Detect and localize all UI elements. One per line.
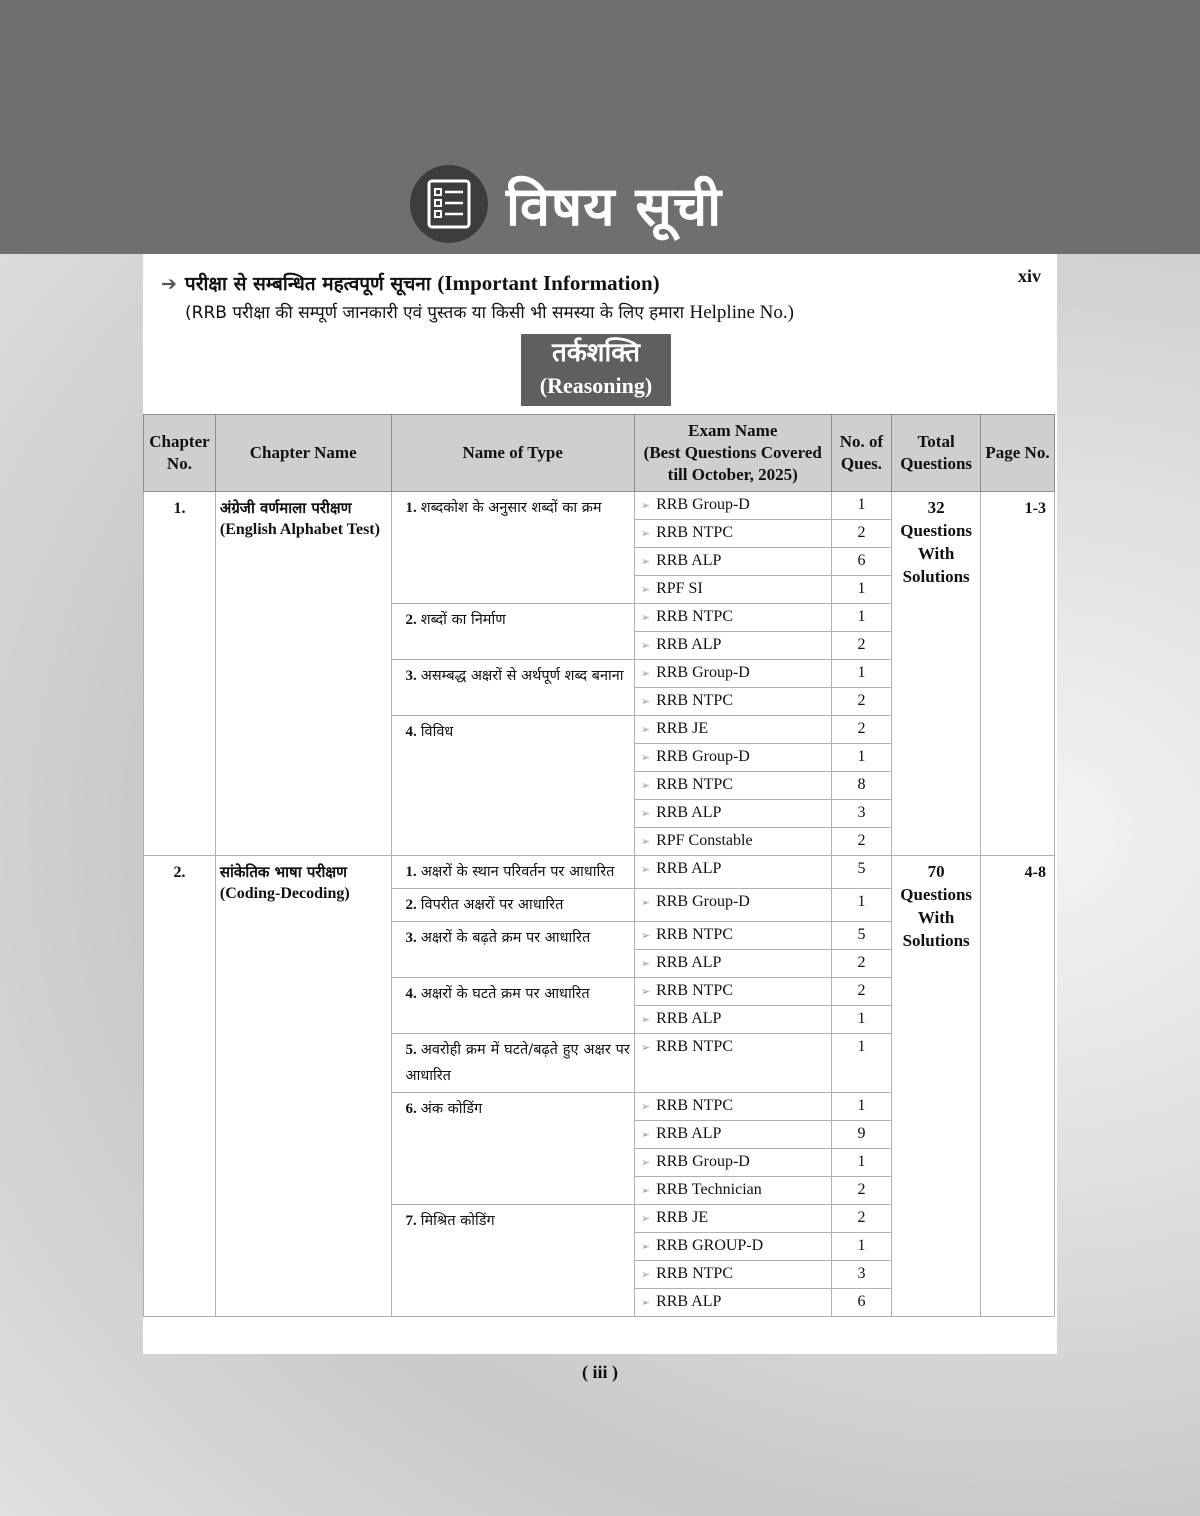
total-questions-line: Solutions — [902, 567, 970, 586]
exam-name — [634, 828, 831, 856]
question-count: 2 — [831, 978, 892, 1006]
chapter-name-hindi: अंग्रेजी वर्णमाला परीक्षण — [219, 499, 352, 517]
type-number: 1. — [405, 864, 417, 880]
important-info-line — [161, 270, 660, 296]
question-count: 2 — [831, 716, 892, 744]
question-count: 6 — [831, 1289, 892, 1317]
section-title-hindi: तर्कशक्ति — [552, 338, 640, 368]
exam-label: RRB ALP — [656, 1010, 722, 1027]
type-number: 1. — [405, 500, 417, 516]
exam-label: RRB NTPC — [656, 692, 733, 709]
type-label: अवरोही क्रम में घटते/बढ़ते हुए अक्षर पर आधारित — [405, 1042, 630, 1084]
exam-name — [634, 1034, 831, 1093]
triangle-bullet-icon: ➢ — [640, 1101, 651, 1113]
exam-label: RRB NTPC — [656, 524, 733, 541]
exam-label: RRB JE — [656, 720, 709, 737]
type-name — [391, 492, 634, 604]
exam-name — [634, 856, 831, 889]
exam-name — [634, 576, 831, 604]
type-number: 3. — [405, 668, 417, 684]
exam-name — [634, 1177, 831, 1205]
triangle-bullet-icon: ➢ — [640, 528, 651, 540]
exam-label: RRB Technician — [656, 1181, 762, 1198]
exam-name — [634, 660, 831, 688]
exam-name — [634, 922, 831, 950]
triangle-bullet-icon: ➢ — [640, 1297, 651, 1309]
triangle-bullet-icon: ➢ — [640, 612, 651, 624]
triangle-bullet-icon: ➢ — [640, 696, 651, 708]
exam-label: RRB NTPC — [656, 1038, 733, 1055]
type-label: मिश्रित कोडिंग — [420, 1213, 495, 1229]
question-count: 1 — [831, 576, 892, 604]
table-row — [144, 492, 1055, 520]
exam-label: RRB NTPC — [656, 776, 733, 793]
exam-label: RRB ALP — [656, 860, 722, 877]
exam-name — [634, 772, 831, 800]
col-exam-line3: till October, 2025) — [667, 465, 798, 484]
type-label: अक्षरों के घटते क्रम पर आधारित — [420, 986, 590, 1002]
type-label: शब्दकोश के अनुसार शब्दों का क्रम — [420, 500, 602, 516]
type-number: 2. — [405, 612, 417, 628]
triangle-bullet-icon: ➢ — [640, 584, 651, 596]
exam-label: RRB NTPC — [656, 982, 733, 999]
exam-name — [634, 800, 831, 828]
question-count: 2 — [831, 688, 892, 716]
question-count: 8 — [831, 772, 892, 800]
total-questions-line: With — [917, 908, 955, 927]
triangle-bullet-icon: ➢ — [640, 836, 651, 848]
col-exam-line2: (Best Questions Covered — [643, 443, 822, 462]
question-count: 1 — [831, 492, 892, 520]
question-count: 6 — [831, 548, 892, 576]
important-info-english: (Important Information) — [437, 271, 660, 295]
triangle-bullet-icon: ➢ — [640, 864, 651, 876]
type-number: 4. — [405, 986, 417, 1002]
page-title: विषय सूची — [506, 175, 723, 238]
triangle-bullet-icon: ➢ — [640, 1042, 651, 1054]
total-questions-line: 32 — [927, 498, 945, 517]
exam-name — [634, 1205, 831, 1233]
contents-table — [143, 414, 1055, 1317]
triangle-bullet-icon: ➢ — [640, 500, 651, 512]
exam-label: RRB NTPC — [656, 1097, 733, 1114]
question-count: 1 — [831, 1006, 892, 1034]
exam-name — [634, 520, 831, 548]
question-count: 1 — [831, 1093, 892, 1121]
type-name — [391, 922, 634, 978]
col-type: Name of Type — [391, 415, 634, 492]
chapter-name — [215, 492, 391, 856]
exam-name — [634, 744, 831, 772]
chapter-number: 2. — [144, 856, 216, 1317]
exam-name — [634, 1093, 831, 1121]
question-count: 1 — [831, 1149, 892, 1177]
exam-name — [634, 688, 831, 716]
section-title-english: (Reasoning) — [539, 373, 653, 398]
total-questions-line: 70 — [927, 862, 945, 881]
triangle-bullet-icon: ➢ — [640, 1213, 651, 1225]
exam-label: RRB ALP — [656, 954, 722, 971]
triangle-bullet-icon: ➢ — [640, 640, 651, 652]
type-label: शब्दों का निर्माण — [420, 612, 506, 628]
type-name — [391, 604, 634, 660]
col-chapter-no: Chapter No. — [144, 415, 216, 492]
total-questions-line: Questions — [900, 885, 973, 904]
type-label: विविध — [420, 724, 454, 740]
col-page: Page No. — [980, 415, 1054, 492]
section-heading — [521, 334, 671, 406]
total-questions-line: With — [917, 544, 955, 563]
question-count: 1 — [831, 1034, 892, 1093]
question-count: 2 — [831, 1205, 892, 1233]
exam-name — [634, 716, 831, 744]
exam-label: RPF SI — [656, 580, 703, 597]
type-name — [391, 1205, 634, 1317]
exam-label: RRB ALP — [656, 636, 722, 653]
question-count: 2 — [831, 632, 892, 660]
exam-label: RRB Group-D — [656, 1153, 750, 1170]
col-exam-line1: Exam Name — [688, 421, 778, 440]
triangle-bullet-icon: ➢ — [640, 1129, 651, 1141]
col-chapter-name: Chapter Name — [215, 415, 391, 492]
exam-label: RRB NTPC — [656, 926, 733, 943]
type-name — [391, 856, 634, 889]
question-count: 9 — [831, 1121, 892, 1149]
exam-label: RRB ALP — [656, 552, 722, 569]
exam-label: RRB Group-D — [656, 664, 750, 681]
col-ques: No. of Ques. — [831, 415, 892, 492]
exam-label: RRB NTPC — [656, 1265, 733, 1282]
page-range: 1-3 — [980, 492, 1054, 856]
chapter-name-english: (Coding-Decoding) — [219, 885, 350, 902]
col-total: Total Questions — [892, 415, 981, 492]
document-list-icon — [410, 165, 488, 243]
type-name — [391, 716, 634, 856]
triangle-bullet-icon: ➢ — [640, 1241, 651, 1253]
total-questions — [892, 492, 981, 856]
exam-name — [634, 548, 831, 576]
question-count: 1 — [831, 660, 892, 688]
exam-name — [634, 1233, 831, 1261]
important-info-hindi: परीक्षा से सम्बन्धित महत्वपूर्ण सूचना — [184, 273, 431, 295]
chapter-name-hindi: सांकेतिक भाषा परीक्षण — [219, 863, 347, 881]
total-questions-line: Solutions — [902, 931, 970, 950]
triangle-bullet-icon: ➢ — [640, 808, 651, 820]
type-name — [391, 660, 634, 716]
type-label: असम्बद्ध अक्षरों से अर्थपूर्ण शब्द बनाना — [420, 668, 624, 684]
type-number: 3. — [405, 930, 417, 946]
exam-label: RRB JE — [656, 1209, 709, 1226]
question-count: 2 — [831, 520, 892, 548]
info-page-number: xiv — [1017, 266, 1041, 286]
question-count: 2 — [831, 1177, 892, 1205]
triangle-bullet-icon: ➢ — [640, 1185, 651, 1197]
question-count: 3 — [831, 800, 892, 828]
type-number: 5. — [405, 1042, 417, 1058]
type-number: 4. — [405, 724, 417, 740]
exam-label: RPF Constable — [656, 832, 753, 849]
footer-page-number: ( iii ) — [582, 1362, 618, 1382]
chapter-number: 1. — [144, 492, 216, 856]
type-name — [391, 889, 634, 922]
exam-label: RRB NTPC — [656, 608, 733, 625]
question-count: 5 — [831, 856, 892, 889]
exam-name — [634, 1149, 831, 1177]
triangle-bullet-icon: ➢ — [640, 1157, 651, 1169]
triangle-bullet-icon: ➢ — [640, 986, 651, 998]
type-name — [391, 1093, 634, 1205]
table-row — [144, 856, 1055, 889]
triangle-bullet-icon: ➢ — [640, 897, 651, 909]
exam-name — [634, 1261, 831, 1289]
content-panel — [143, 254, 1057, 1354]
chapter-name-english: (English Alphabet Test) — [219, 521, 380, 538]
exam-name — [634, 632, 831, 660]
type-name — [391, 1034, 634, 1093]
triangle-bullet-icon: ➢ — [640, 1014, 651, 1026]
exam-label: RRB Group-D — [656, 893, 750, 910]
question-count: 3 — [831, 1261, 892, 1289]
type-label: विपरीत अक्षरों पर आधारित — [420, 897, 564, 913]
question-count: 1 — [831, 1233, 892, 1261]
triangle-bullet-icon: ➢ — [640, 556, 651, 568]
triangle-bullet-icon: ➢ — [640, 780, 651, 792]
exam-label: RRB ALP — [656, 1293, 722, 1310]
type-label: अंक कोडिंग — [420, 1101, 483, 1117]
triangle-bullet-icon: ➢ — [640, 1269, 651, 1281]
exam-label: RRB GROUP-D — [656, 1237, 764, 1254]
exam-name — [634, 1289, 831, 1317]
triangle-bullet-icon: ➢ — [640, 958, 651, 970]
triangle-bullet-icon: ➢ — [640, 668, 651, 680]
exam-name — [634, 978, 831, 1006]
exam-name — [634, 950, 831, 978]
triangle-bullet-icon: ➢ — [640, 930, 651, 942]
exam-label: RRB Group-D — [656, 748, 750, 765]
exam-name — [634, 889, 831, 922]
question-count: 1 — [831, 744, 892, 772]
type-name — [391, 978, 634, 1034]
total-questions — [892, 856, 981, 1317]
triangle-bullet-icon: ➢ — [640, 724, 651, 736]
exam-name — [634, 492, 831, 520]
question-count: 2 — [831, 828, 892, 856]
type-label: अक्षरों के स्थान परिवर्तन पर आधारित — [420, 864, 615, 880]
question-count: 1 — [831, 604, 892, 632]
exam-label: RRB ALP — [656, 804, 722, 821]
total-questions-line: Questions — [900, 521, 973, 540]
question-count: 5 — [831, 922, 892, 950]
exam-label: RRB Group-D — [656, 496, 750, 513]
important-info-sub — [185, 300, 794, 324]
exam-label: RRB ALP — [656, 1125, 722, 1142]
exam-name — [634, 1121, 831, 1149]
question-count: 1 — [831, 889, 892, 922]
page-range: 4-8 — [980, 856, 1054, 1317]
arrow-right-icon: ➔ — [161, 273, 177, 295]
info-sub-english: Helpline No.) — [689, 302, 794, 323]
type-number: 2. — [405, 897, 417, 913]
type-number: 6. — [405, 1101, 417, 1117]
chapter-name — [215, 856, 391, 1317]
exam-name — [634, 1006, 831, 1034]
page-title-group — [410, 164, 722, 244]
triangle-bullet-icon: ➢ — [640, 752, 651, 764]
info-sub-hindi: (RRB परीक्षा की सम्पूर्ण जानकारी एवं पुस्तक या किसी भी समस्या के लिए हमारा — [185, 303, 685, 323]
question-count: 2 — [831, 950, 892, 978]
col-exam — [634, 415, 831, 492]
exam-name — [634, 604, 831, 632]
table-body — [144, 492, 1055, 1317]
table-header-row — [144, 415, 1055, 492]
type-label: अक्षरों के बढ़ते क्रम पर आधारित — [420, 930, 591, 946]
type-number: 7. — [405, 1213, 417, 1229]
